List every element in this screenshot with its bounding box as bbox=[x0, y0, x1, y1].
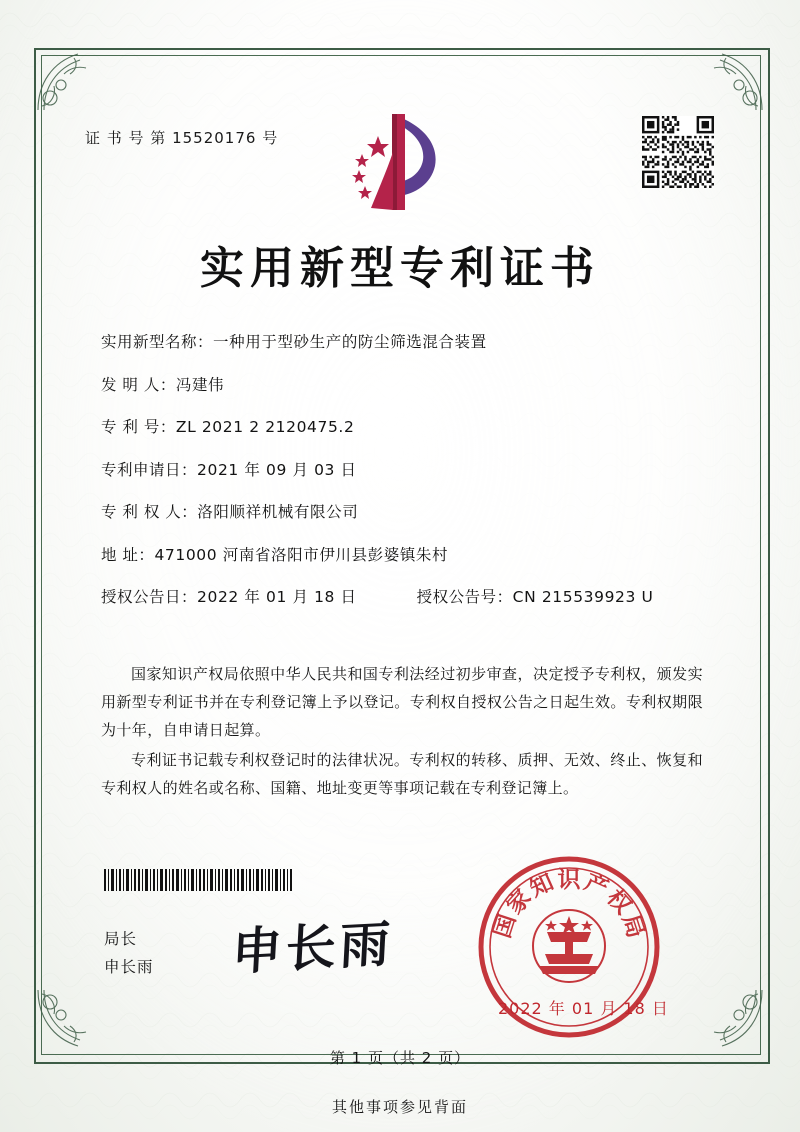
footer-note: 其他事项参见背面 bbox=[331, 1098, 468, 1116]
cnipa-emblem-icon bbox=[335, 110, 450, 215]
corner-ornament-icon bbox=[30, 982, 104, 1056]
paragraph-2: 专利证书记载专利权登记时的法律状况。专利权的转移、质押、无效、终止、恢复和专利权人的姓名或名称、国籍、地址变更等事项记载在专利登记簿上。 bbox=[101, 751, 703, 797]
field-address bbox=[101, 545, 701, 565]
field-label: 实用新型名称： bbox=[101, 333, 214, 351]
field-value: 冯建伟 bbox=[175, 375, 225, 394]
svg-text:权: 权 bbox=[601, 884, 637, 920]
director-name-label: 申长雨 bbox=[104, 958, 154, 976]
field-label: 地 址： bbox=[101, 545, 155, 564]
field-value-grant-number: CN 215539923 U bbox=[512, 588, 654, 606]
svg-text:家: 家 bbox=[501, 884, 537, 920]
certificate-number: 证 书 号 第 15520176 号 bbox=[85, 129, 279, 147]
svg-text:局: 局 bbox=[616, 911, 650, 942]
field-patentee bbox=[101, 502, 701, 522]
paragraph-1: 国家知识产权局依照中华人民共和国专利法经过初步审查，决定授予专利权，颁发实用新型专利证书并在专利登记簿上予以登记。专利权自授权公告之日起生效。专利权期限为十年，自申请日起算。 bbox=[101, 665, 703, 739]
signature-block bbox=[104, 925, 154, 981]
corner-ornament-icon bbox=[696, 982, 770, 1056]
barcode-icon bbox=[104, 869, 292, 891]
field-value: 一种用于型砂生产的防尘筛选混合装置 bbox=[213, 333, 487, 351]
legal-text bbox=[101, 660, 703, 804]
seal-date: 2022 年 01 月 18 日 bbox=[498, 999, 669, 1018]
page-title: 实用新型专利证书 bbox=[200, 243, 600, 294]
field-label: 专 利 号： bbox=[101, 418, 176, 436]
field-grant-announcement bbox=[101, 587, 701, 607]
field-value: 洛阳顺祥机械有限公司 bbox=[197, 503, 359, 521]
field-inventor bbox=[101, 375, 701, 395]
field-label: 专利申请日： bbox=[101, 460, 198, 479]
svg-text:产: 产 bbox=[580, 868, 613, 903]
handwritten-signature: 申长雨 bbox=[230, 913, 396, 982]
field-label: 专 利 权 人： bbox=[101, 503, 198, 521]
field-patent-number bbox=[101, 417, 701, 437]
field-value-grant-date: 2022 年 01 月 18 日 bbox=[197, 588, 357, 606]
field-label: 发 明 人： bbox=[101, 375, 176, 394]
qr-code-icon bbox=[642, 116, 714, 188]
page-indicator: 第 1 页（共 2 页） bbox=[329, 1049, 471, 1067]
corner-ornament-icon bbox=[30, 44, 104, 118]
field-label-grant-number: 授权公告号： bbox=[416, 588, 513, 606]
field-list bbox=[101, 332, 701, 630]
svg-text:识: 识 bbox=[557, 866, 581, 893]
svg-text:国: 国 bbox=[488, 911, 522, 942]
field-label-grant-date: 授权公告日： bbox=[101, 588, 198, 606]
field-utility-model-name bbox=[101, 332, 701, 352]
field-application-date bbox=[101, 460, 701, 480]
corner-ornament-icon bbox=[696, 44, 770, 118]
svg-text:知: 知 bbox=[525, 868, 558, 903]
field-value: ZL 2021 2 2120475.2 bbox=[175, 418, 355, 436]
director-role-label: 局长 bbox=[104, 930, 138, 948]
field-value: 2021 年 09 月 03 日 bbox=[197, 460, 357, 479]
field-value: 471000 河南省洛阳市伊川县彭婆镇朱村 bbox=[154, 545, 449, 564]
